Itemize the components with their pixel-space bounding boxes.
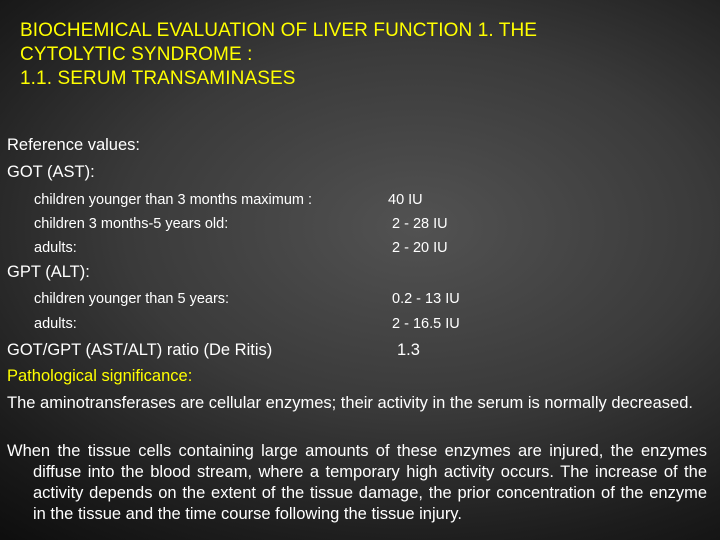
got-row-label: children 3 months-5 years old: [34, 216, 229, 232]
gpt-heading: GPT (ALT): [7, 263, 90, 281]
got-row-value: 2 - 28 IU [392, 216, 448, 232]
title-line-3: 1.1. SERUM TRANSAMINASES [20, 68, 296, 89]
gpt-row-value: 0.2 - 13 IU [392, 291, 460, 307]
gpt-row-label: adults: [34, 316, 77, 332]
pathological-heading: Pathological significance: [7, 367, 193, 385]
ratio-value: 1.3 [397, 341, 420, 359]
reference-values-label: Reference values: [7, 136, 140, 154]
got-row-label: children younger than 3 months maximum : [34, 192, 313, 208]
got-row-value: 40 IU [388, 192, 423, 208]
got-row-label: adults: [34, 240, 77, 256]
slide-title [20, 19, 710, 91]
title-line-2: CYTOLYTIC SYNDROME : [20, 44, 253, 65]
paragraph-injury: When the tissue cells containing large amounts of these enzymes are injured, the enzymes diffuse into the blood stream, where a temporary high activity occurs. The increase of the activity depends on the extent of the tissue damage, the prior concentration of the enzyme in the tissue and the time course following the tissue injury. [7, 442, 707, 523]
gpt-row-label: children younger than 5 years: [34, 291, 230, 307]
gpt-row-value: 2 - 16.5 IU [392, 316, 460, 332]
got-row-value: 2 - 20 IU [392, 240, 448, 256]
got-heading: GOT (AST): [7, 163, 95, 181]
title-line-1: BIOCHEMICAL EVALUATION OF LIVER FUNCTION 1. THE [20, 20, 538, 41]
ratio-label: GOT/GPT (AST/ALT) ratio (De Ritis) [7, 341, 273, 359]
paragraph-enzymes: The aminotransferases are cellular enzymes; their activity in the serum is normally decreased. [7, 394, 693, 412]
